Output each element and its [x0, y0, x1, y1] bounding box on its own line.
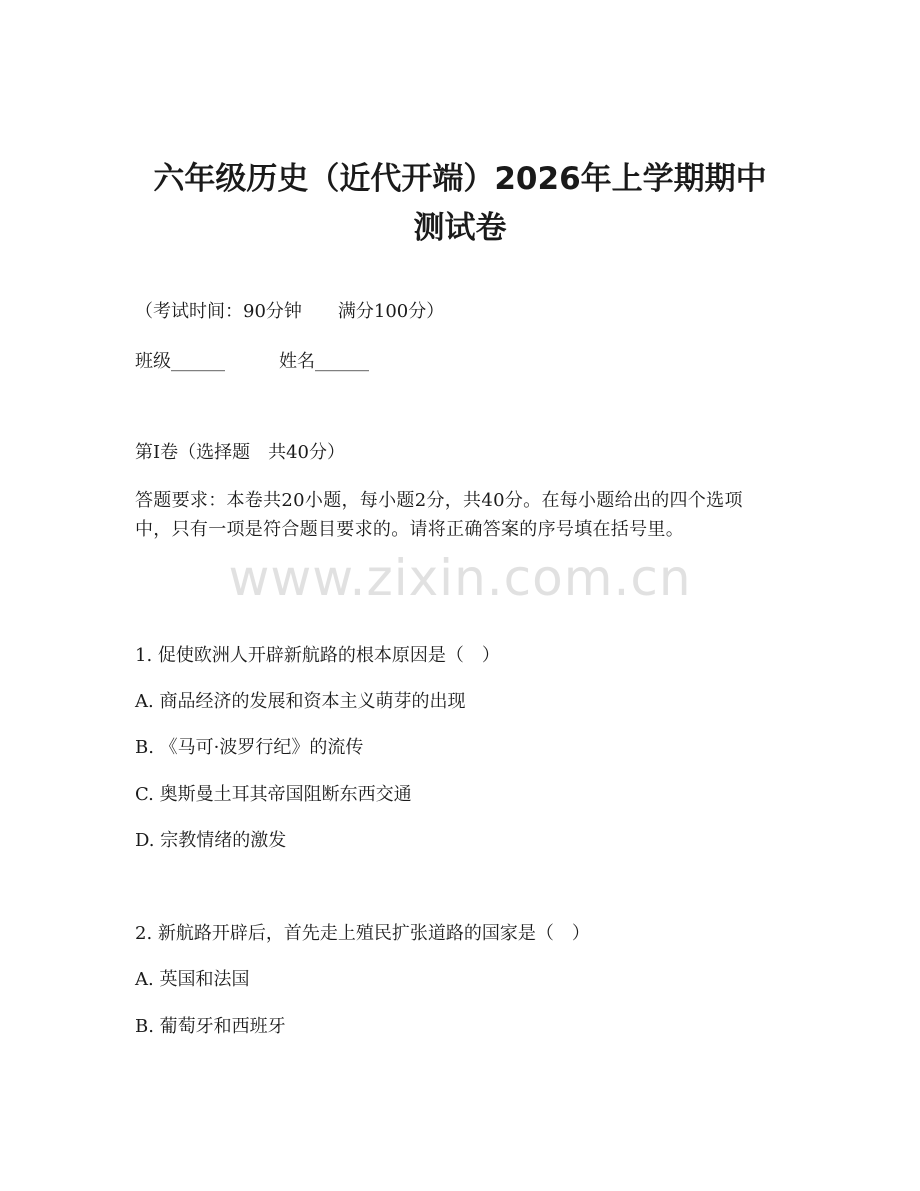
- document-title-line-1: 六年级历史（近代开端）2026年上学期期中: [153, 161, 767, 197]
- exam-info: （考试时间：90分钟 满分100分）: [135, 301, 445, 322]
- question-1-stem: 1. 促使欧洲人开辟新航路的根本原因是（ ）: [135, 645, 500, 666]
- question-2-stem: 2. 新航路开辟后，首先走上殖民扩张道路的国家是（ ）: [135, 923, 590, 944]
- question-1-option-a: A. 商品经济的发展和资本主义萌芽的出现: [135, 691, 466, 712]
- question-1-option-d: D. 宗教情绪的激发: [135, 830, 287, 851]
- section-heading: 第Ⅰ卷（选择题 共40分）: [135, 442, 346, 463]
- question-2-option-b: B. 葡萄牙和西班牙: [135, 1016, 286, 1037]
- watermark: www.zixin.com.cn: [228, 549, 692, 607]
- question-1-option-c: C. 奥斯曼土耳其帝国阻断东西交通: [135, 784, 412, 805]
- question-2-option-a: A. 英国和法国: [135, 969, 250, 990]
- class-field-label: 班级______: [135, 351, 225, 372]
- section-instructions: 答题要求：本卷共20小题，每小题2分，共40分。在每小题给出的四个选项中，只有一项是符合题目要求的。请将正确答案的序号填在括号里。: [135, 490, 743, 540]
- name-field-label: 姓名______: [279, 351, 369, 372]
- student-fields: [135, 350, 369, 374]
- question-1-option-b: B. 《马可·波罗行纪》的流传: [135, 737, 364, 758]
- document-title-line-2: 测试卷: [413, 210, 507, 246]
